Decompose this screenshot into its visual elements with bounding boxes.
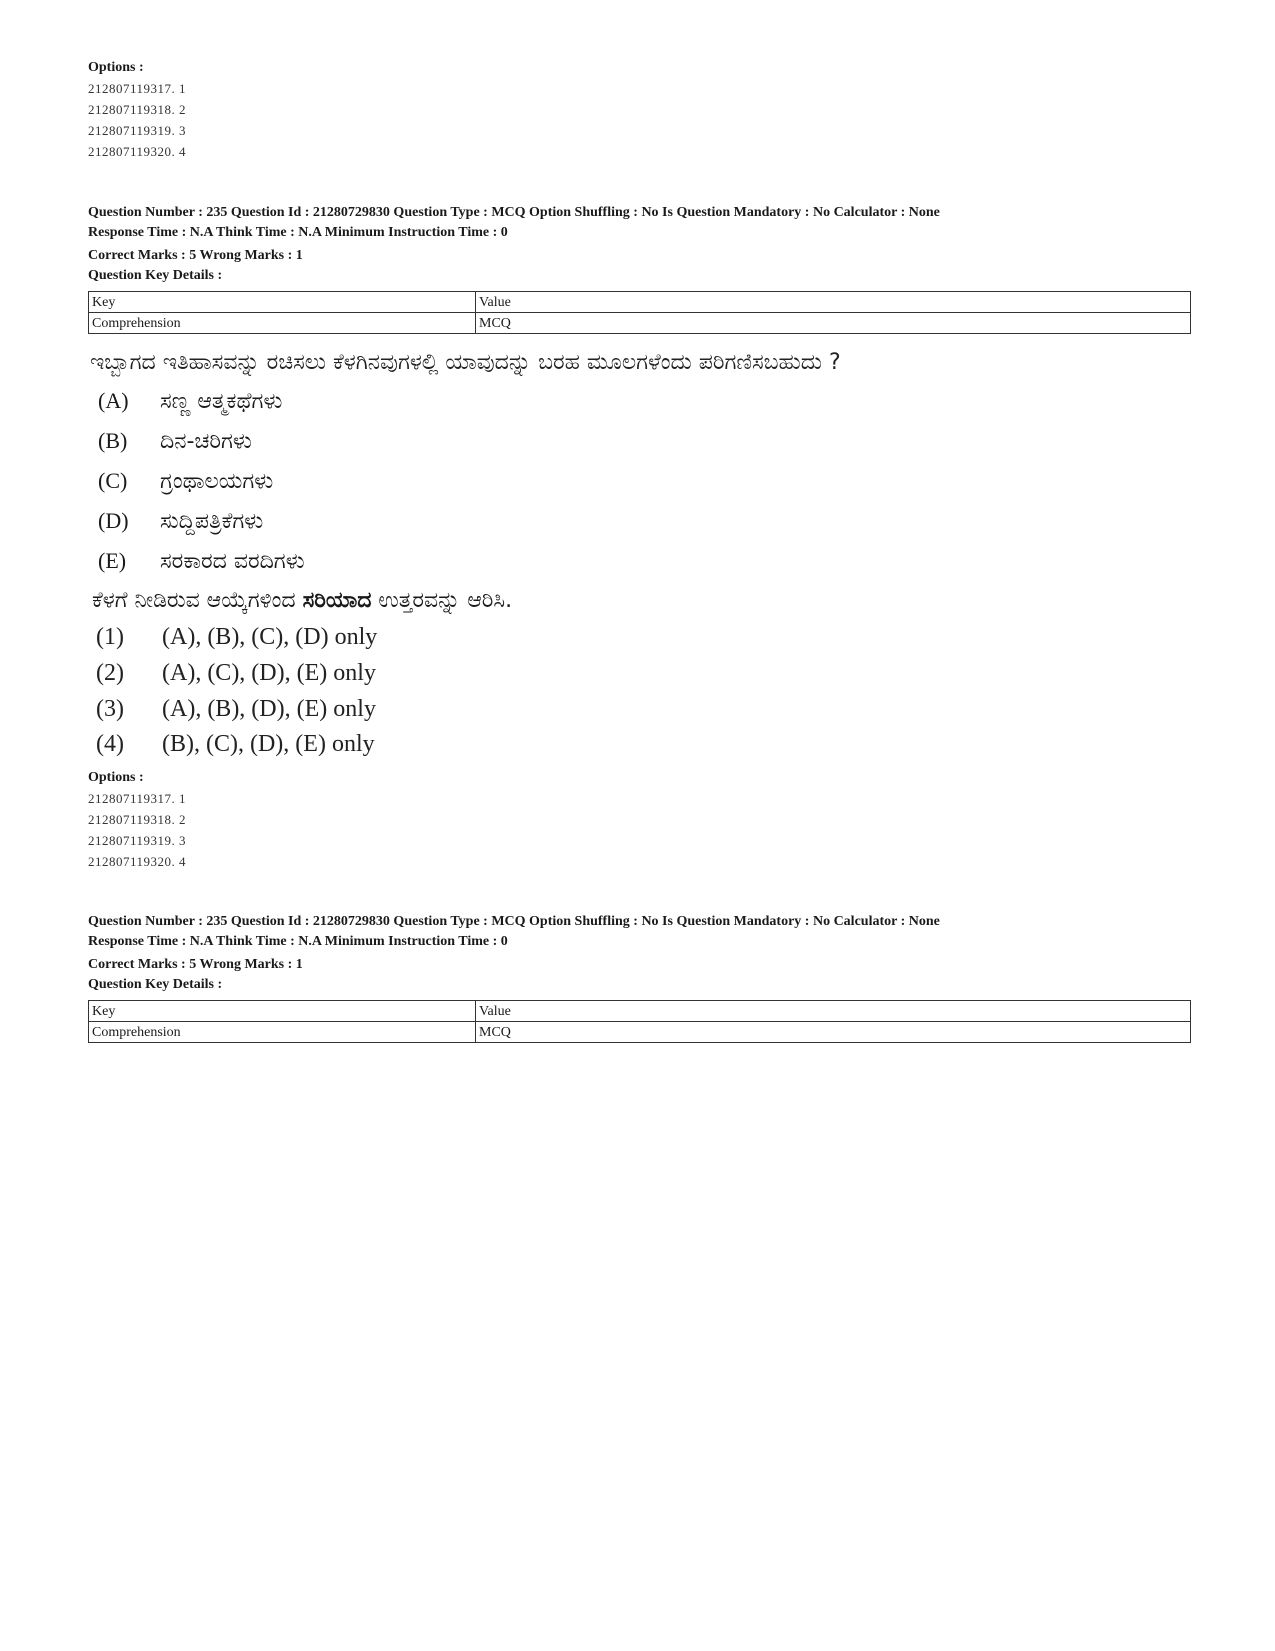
marks-line: Correct Marks : 5 Wrong Marks : 1	[88, 957, 303, 972]
option-text: ದಿನ-ಚರಿಗಳು	[160, 429, 252, 454]
question-key-table	[88, 291, 1191, 334]
key-details-heading: Question Key Details :	[88, 977, 223, 992]
question-option	[98, 548, 305, 574]
option-code: 212807119319. 3	[88, 833, 187, 848]
answer-label: (3)	[96, 696, 124, 722]
option-label: (B)	[98, 428, 128, 453]
answer-label: (2)	[96, 660, 124, 686]
answer-choice	[96, 624, 377, 651]
instruction-post: ಉತ್ತರವನ್ನು ಆರಿಸಿ.	[371, 588, 513, 613]
table-cell-value: MCQ	[476, 1022, 1191, 1043]
question-meta-line: Response Time : N.A Think Time : N.A Minimum Instruction Time : 0	[88, 934, 508, 949]
answer-choice	[96, 731, 375, 758]
question-option	[98, 388, 282, 414]
option-code: 212807119320. 4	[88, 854, 187, 869]
answer-choice	[96, 696, 376, 723]
instruction-pre: ಕೆಳಗೆ ನೀಡಿರುವ ಆಯ್ಕೆಗಳಿಂದ	[92, 588, 303, 613]
option-label: (D)	[98, 508, 129, 533]
instruction-bold: ಸರಿಯಾದ	[302, 588, 372, 613]
option-code: 212807119317. 1	[88, 791, 187, 806]
table-row	[89, 313, 1191, 334]
option-code: 212807119320. 4	[88, 144, 187, 159]
option-code: 212807119319. 3	[88, 123, 187, 138]
option-text: ಸುದ್ದಿಪತ್ರಿಕೆಗಳು	[160, 509, 264, 534]
question-meta	[88, 203, 1188, 286]
table-row	[89, 1022, 1191, 1043]
table-header-row	[89, 292, 1191, 313]
option-code: 212807119317. 1	[88, 81, 187, 96]
answer-label: (1)	[96, 624, 124, 650]
question-option	[98, 428, 252, 454]
question-option	[98, 468, 273, 494]
option-text: ಸರಕಾರದ ವರದಿಗಳು	[160, 549, 305, 574]
answer-label: (4)	[96, 731, 124, 757]
question-meta-line: Question Number : 235 Question Id : 21280729830 Question Type : MCQ Option Shuffling : No Is Question Mandatory : No Calculator : None	[88, 914, 940, 929]
question-key-table	[88, 1000, 1191, 1043]
table-header-value: Value	[476, 1001, 1191, 1022]
answer-text: (A), (C), (D), (E) only	[162, 660, 376, 686]
question-option	[98, 508, 263, 534]
option-text: ಗ್ರಂಥಾಲಯಗಳು	[160, 469, 274, 494]
option-label: (C)	[98, 468, 128, 493]
answer-text: (B), (C), (D), (E) only	[162, 731, 375, 757]
table-header-key: Key	[89, 1001, 476, 1022]
options-heading: Options :	[88, 60, 144, 75]
answer-text: (A), (B), (C), (D) only	[162, 624, 378, 650]
question-text: ಇಬ್ಬಾಗದ ಇತಿಹಾಸವನ್ನು ರಚಿಸಲು ಕೆಳಗಿನವುಗಳಲ್ಲಿ ಯಾವುದನ್ನು ಬರಹ ಮೂಲಗಳೆಂದು ಪರಿಗಣಿಸಬಹುದು ?	[90, 350, 841, 375]
question-meta-line: Response Time : N.A Think Time : N.A Minimum Instruction Time : 0	[88, 225, 508, 240]
table-header-value: Value	[476, 292, 1191, 313]
instruction-text	[92, 588, 512, 613]
answer-text: (A), (B), (D), (E) only	[162, 696, 376, 722]
key-details-heading: Question Key Details :	[88, 268, 223, 283]
question-meta-line: Question Number : 235 Question Id : 21280729830 Question Type : MCQ Option Shuffling : No Is Question Mandatory : No Calculator : None	[88, 205, 940, 220]
option-code: 212807119318. 2	[88, 102, 187, 117]
table-header-key: Key	[89, 292, 476, 313]
answer-choice	[96, 660, 376, 687]
option-label: (E)	[98, 548, 127, 573]
options-heading: Options :	[88, 770, 144, 785]
table-cell-value: MCQ	[476, 313, 1191, 334]
option-code: 212807119318. 2	[88, 812, 187, 827]
table-header-row	[89, 1001, 1191, 1022]
question-meta	[88, 912, 1188, 995]
table-cell-key: Comprehension	[89, 1022, 476, 1043]
options-block-bottom	[88, 768, 186, 872]
options-block-top	[88, 58, 186, 162]
marks-line: Correct Marks : 5 Wrong Marks : 1	[88, 248, 303, 263]
option-text: ಸಣ್ಣ ಆತ್ಮಕಥೆಗಳು	[160, 389, 283, 414]
option-label: (A)	[98, 388, 129, 413]
table-cell-key: Comprehension	[89, 313, 476, 334]
